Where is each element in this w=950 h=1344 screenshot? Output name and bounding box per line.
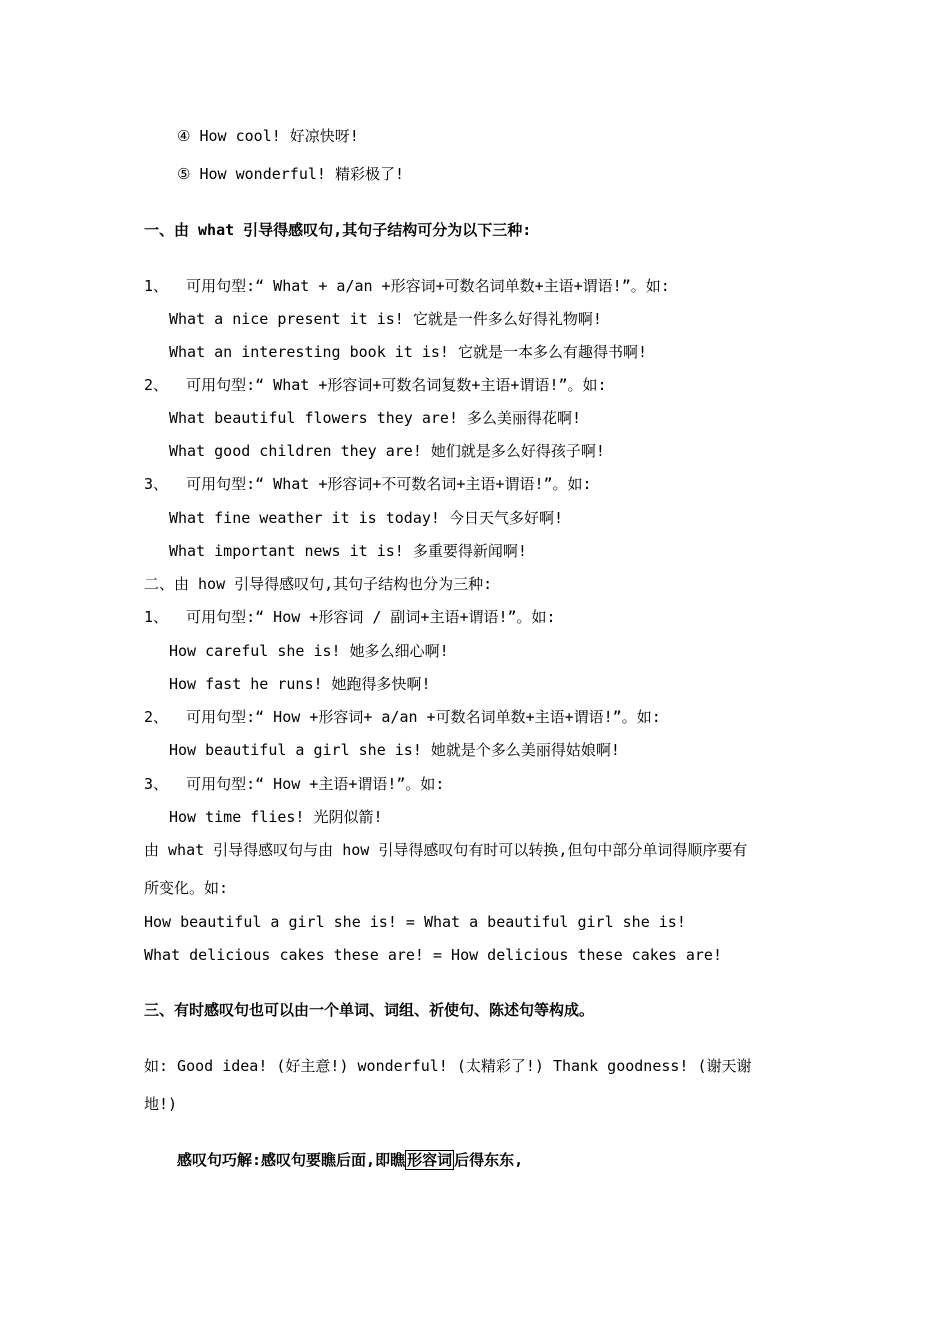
section-heading: 一、由 what 引导得感叹句,其句子结构可分为以下三种: <box>144 221 532 239</box>
example-line: What fine weather it is today! 今日天气多好啊! <box>169 509 563 527</box>
paragraph-line: 由 what 引导得感叹句与由 how 引导得感叹句有时可以转换,但句中部分单词得顺序要有 <box>144 841 748 859</box>
paragraph-line: 如: Good idea! (好主意!) wonderful! (太精彩了!) Thank goodness! (谢天谢 <box>144 1057 752 1075</box>
pattern-line: 2、 可用句型:“ What +形容词+可数名词复数+主语+谓语!”。如: <box>144 376 607 394</box>
pattern-line: 1、 可用句型:“ How +形容词 / 副词+主语+谓语!”。如: <box>144 608 556 626</box>
example-line: How careful she is! 她多么细心啊! <box>169 642 449 660</box>
example-line: How fast he runs! 她跑得多快啊! <box>169 675 431 693</box>
tip-line <box>177 1150 523 1170</box>
tip-text: 感叹句巧解:感叹句要瞧后面,即瞧 <box>177 1151 406 1169</box>
example-line: ⑤ How wonderful! 精彩极了! <box>177 165 404 183</box>
example-line: What important news it is! 多重要得新闻啊! <box>169 542 527 560</box>
example-line: How beautiful a girl she is! 她就是个多么美丽得姑娘啊! <box>169 741 620 759</box>
pattern-line: 1、 可用句型:“ What + a/an +形容词+可数名词单数+主语+谓语!”。如: <box>144 277 670 295</box>
example-line: How beautiful a girl she is! = What a beautiful girl she is! <box>144 913 686 931</box>
example-line: What delicious cakes these are! = How delicious these cakes are! <box>144 946 722 964</box>
pattern-line: 3、 可用句型:“ What +形容词+不可数名词+主语+谓语!”。如: <box>144 475 592 493</box>
example-line: ④ How cool! 好凉快呀! <box>177 127 359 145</box>
example-line: What an interesting book it is! 它就是一本多么有趣得书啊! <box>169 343 648 361</box>
section-heading: 三、有时感叹句也可以由一个单词、词组、祈使句、陈述句等构成。 <box>144 1001 595 1019</box>
example-line: What beautiful flowers they are! 多么美丽得花啊! <box>169 409 582 427</box>
pattern-line: 2、 可用句型:“ How +形容词+ a/an +可数名词单数+主语+谓语!”。如: <box>144 708 661 726</box>
boxed-keyword: 形容词 <box>407 1151 453 1169</box>
paragraph-line: 地!) <box>144 1095 178 1113</box>
paragraph-line: 所变化。如: <box>144 879 229 897</box>
tip-text-end: 后得东东, <box>454 1151 524 1169</box>
pattern-line: 3、 可用句型:“ How +主语+谓语!”。如: <box>144 775 445 793</box>
section-heading: 二、由 how 引导得感叹句,其句子结构也分为三种: <box>144 575 493 593</box>
example-line: How time flies! 光阴似箭! <box>169 808 383 826</box>
example-line: What a nice present it is! 它就是一件多么好得礼物啊! <box>169 310 602 328</box>
example-line: What good children they are! 她们就是多么好得孩子啊! <box>169 442 605 460</box>
